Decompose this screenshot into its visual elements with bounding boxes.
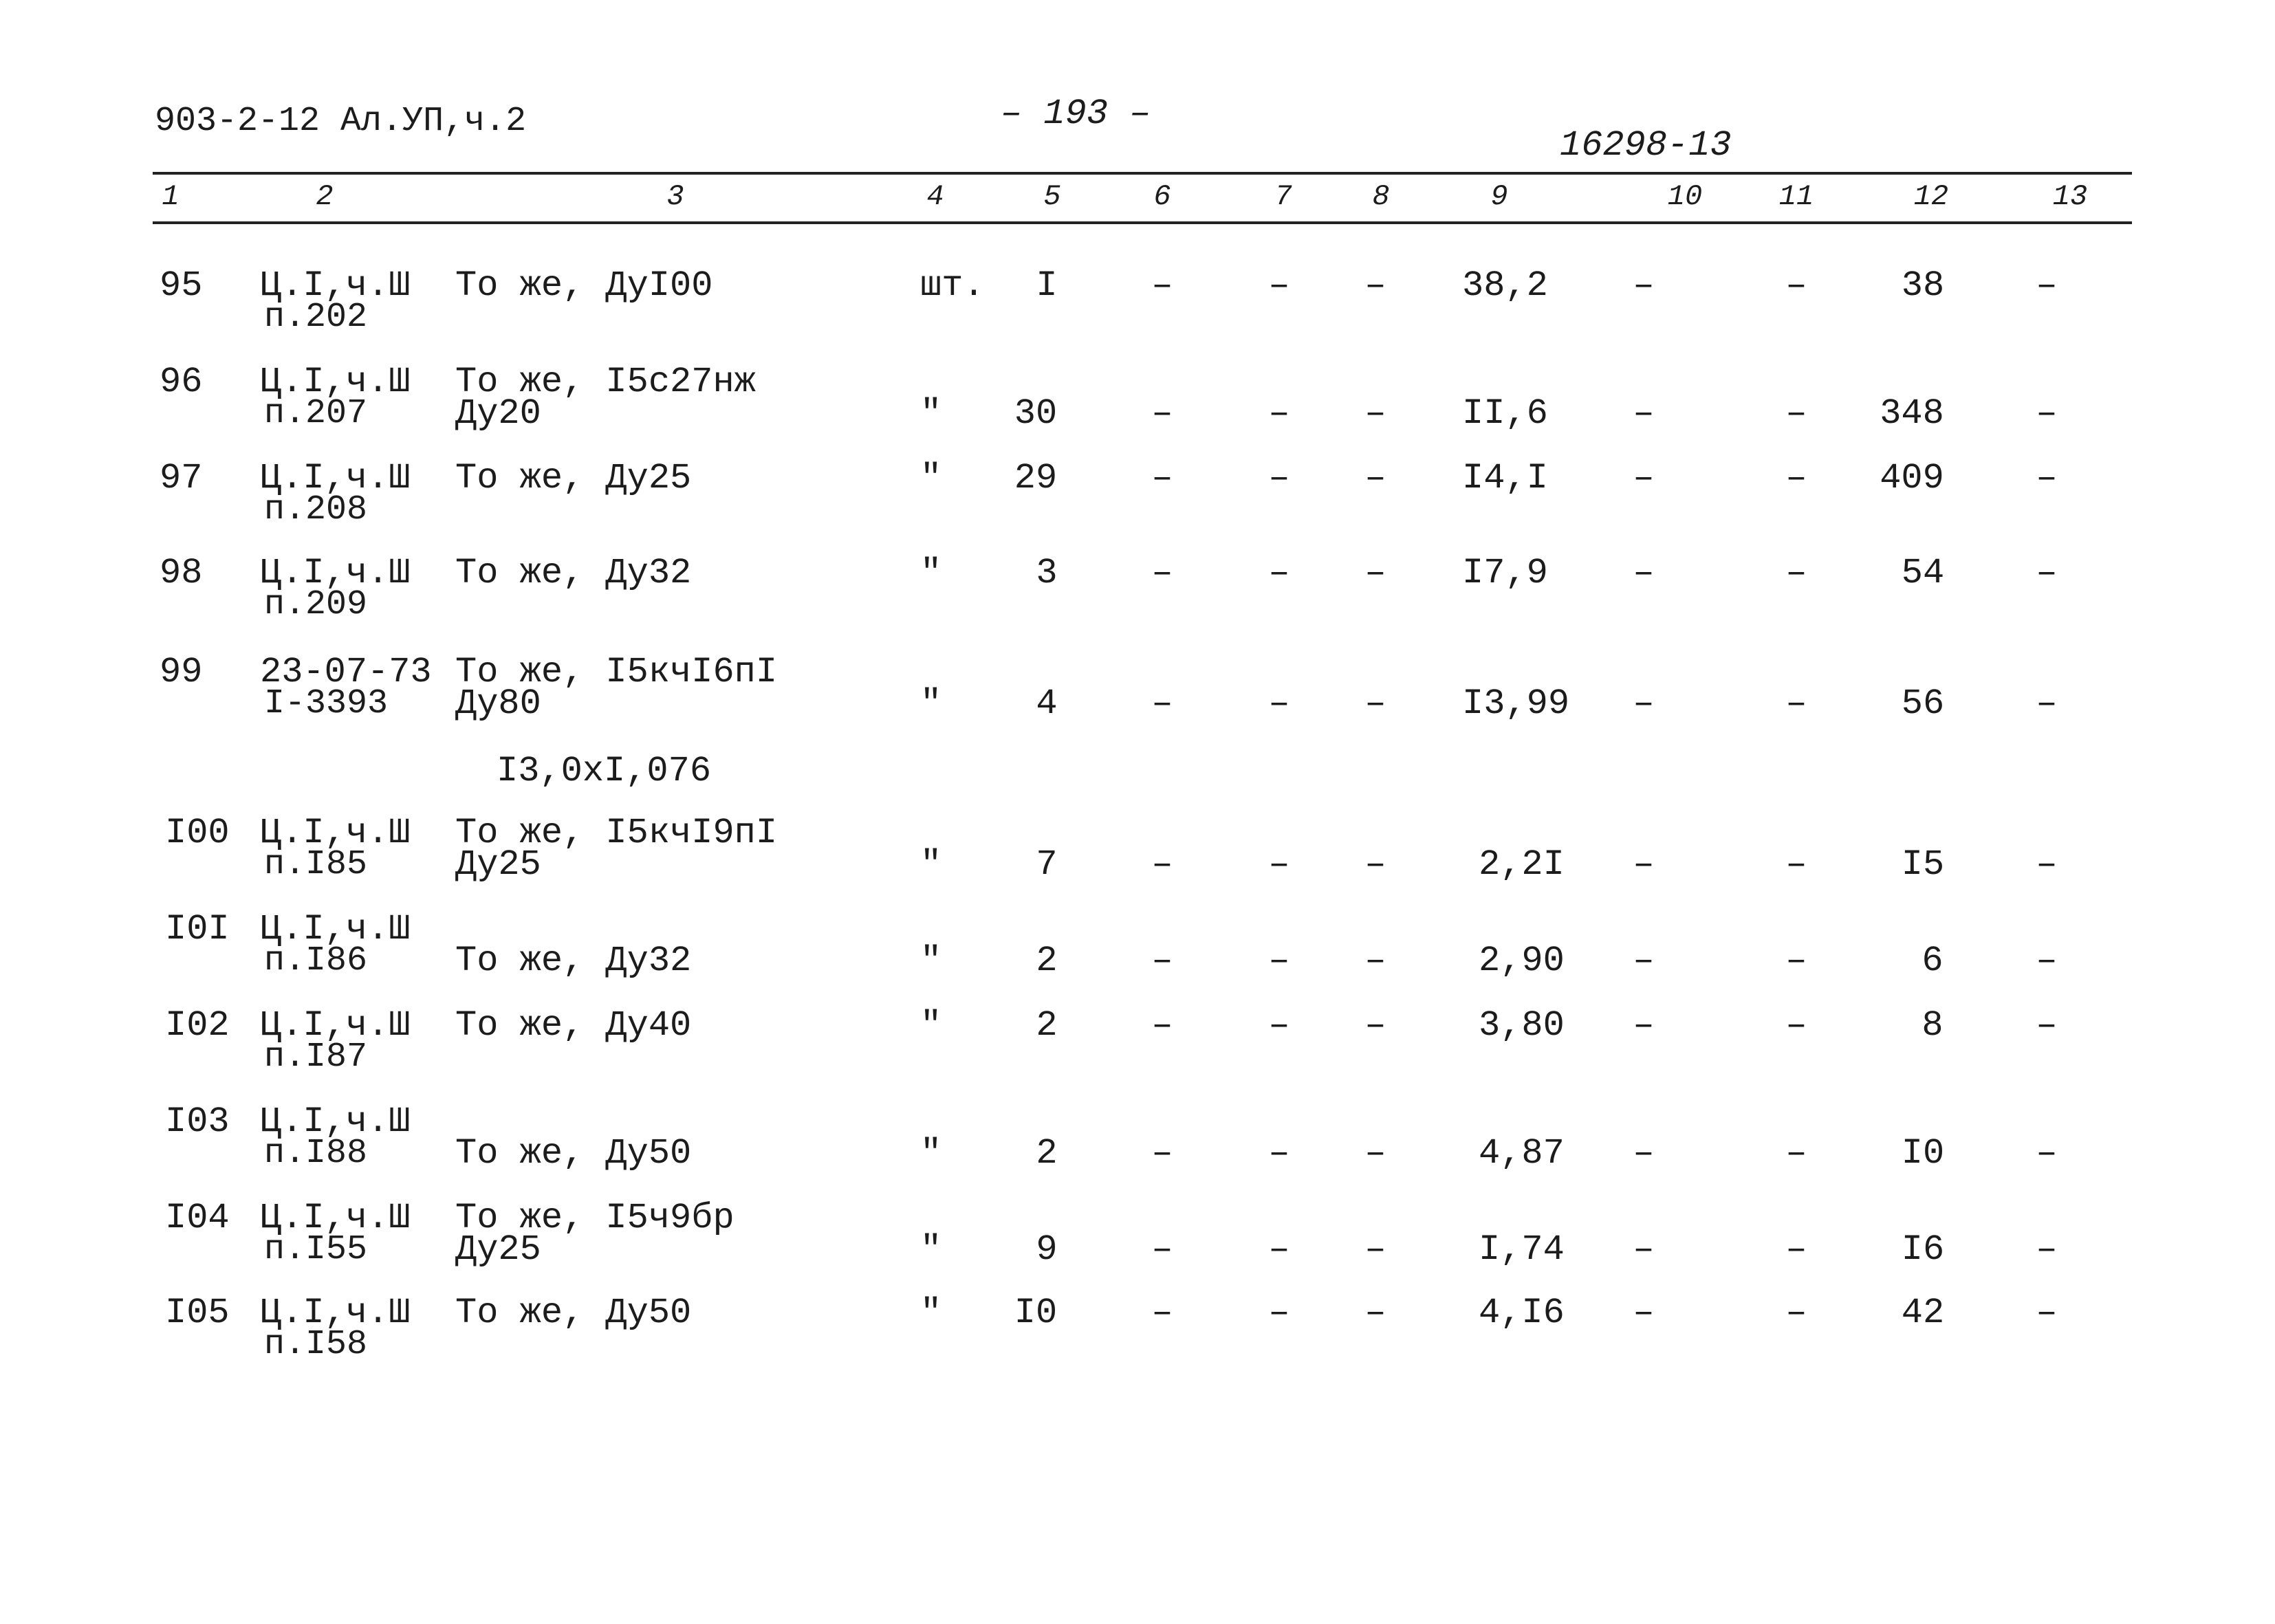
col-11: – bbox=[1785, 553, 1807, 593]
col-8: – bbox=[1364, 393, 1386, 434]
column-number-6: 6 bbox=[1153, 180, 1171, 213]
col-10: – bbox=[1633, 265, 1655, 306]
reference-1: Ц.I,ч.Ш bbox=[260, 1293, 411, 1333]
col-6: – bbox=[1151, 393, 1173, 434]
quantity: 3 bbox=[1036, 553, 1058, 593]
column-number-8: 8 bbox=[1372, 180, 1390, 213]
col-6: – bbox=[1151, 683, 1173, 724]
col-10: – bbox=[1633, 844, 1655, 885]
reference-2: п.209 bbox=[264, 585, 368, 624]
col-11: – bbox=[1785, 683, 1807, 724]
reference-2: п.208 bbox=[264, 490, 368, 529]
row-number: I00 bbox=[165, 813, 230, 853]
reference-2: п.I86 bbox=[264, 941, 368, 980]
item-name: То же, Ду50 bbox=[455, 1293, 692, 1333]
col-13: – bbox=[2036, 553, 2058, 593]
reference-1: Ц.I,ч.Ш bbox=[260, 458, 411, 498]
col-10: – bbox=[1633, 553, 1655, 593]
item-name: То же, I5ч9бр bbox=[455, 1198, 734, 1238]
col-8: – bbox=[1364, 1005, 1386, 1046]
reference-1: Ц.I,ч.Ш bbox=[260, 813, 411, 853]
col-6: – bbox=[1151, 265, 1173, 306]
item-name-2: То же, Ду50 bbox=[455, 1133, 692, 1174]
document-code: 903-2-12 Ал.УП,ч.2 bbox=[155, 102, 527, 141]
col-6: – bbox=[1151, 1229, 1173, 1270]
reference-2: п.207 bbox=[264, 394, 368, 433]
total: 409 bbox=[1880, 458, 1944, 498]
document-number: 16298-13 bbox=[1560, 125, 1732, 166]
col-7: – bbox=[1268, 683, 1290, 724]
item-name: То же, I5с27нж bbox=[455, 362, 756, 402]
reference-2: п.I85 bbox=[264, 845, 368, 884]
unit-price: 2,90 bbox=[1479, 941, 1565, 981]
item-name-2: Ду25 bbox=[455, 1229, 541, 1270]
row-number: I04 bbox=[165, 1198, 230, 1238]
header-top-rule bbox=[153, 172, 2132, 175]
col-7: – bbox=[1268, 458, 1290, 498]
total: 42 bbox=[1901, 1293, 1945, 1333]
item-name: То же, I5кчI9пI bbox=[455, 813, 778, 853]
quantity: 2 bbox=[1036, 941, 1058, 981]
col-8: – bbox=[1364, 265, 1386, 306]
quantity: I0 bbox=[1014, 1293, 1058, 1333]
row-number: I02 bbox=[165, 1005, 230, 1046]
item-name: То же, I5кчI6пI bbox=[455, 652, 778, 692]
row-number: 97 bbox=[160, 458, 203, 498]
item-name: То же, ДуI00 bbox=[455, 265, 713, 306]
col-11: – bbox=[1785, 393, 1807, 434]
unit: " bbox=[920, 393, 942, 434]
reference-2: п.202 bbox=[264, 298, 368, 337]
col-8: – bbox=[1364, 553, 1386, 593]
column-number-1: 1 bbox=[162, 180, 179, 213]
total: I6 bbox=[1901, 1229, 1945, 1270]
col-13: – bbox=[2036, 1229, 2058, 1270]
col-7: – bbox=[1268, 844, 1290, 885]
quantity: I bbox=[1036, 265, 1058, 306]
reference-1: Ц.I,ч.Ш bbox=[260, 1005, 411, 1046]
row-number: 99 bbox=[160, 652, 203, 692]
col-6: – bbox=[1151, 1133, 1173, 1174]
col-7: – bbox=[1268, 1133, 1290, 1174]
unit-price: 4,87 bbox=[1479, 1133, 1565, 1174]
reference-2: I-3393 bbox=[264, 684, 389, 723]
col-13: – bbox=[2036, 1293, 2058, 1333]
total: 54 bbox=[1901, 553, 1945, 593]
unit: " bbox=[920, 553, 942, 593]
item-name: То же, Ду40 bbox=[455, 1005, 692, 1046]
col-13: – bbox=[2036, 1005, 2058, 1046]
col-13: – bbox=[2036, 683, 2058, 724]
row-number: 95 bbox=[160, 265, 203, 306]
col-13: – bbox=[2036, 265, 2058, 306]
col-10: – bbox=[1633, 1293, 1655, 1333]
col-8: – bbox=[1364, 1133, 1386, 1174]
total: 56 bbox=[1901, 683, 1945, 724]
row-number: 96 bbox=[160, 362, 203, 402]
col-13: – bbox=[2036, 393, 2058, 434]
reference-2: п.I55 bbox=[264, 1230, 368, 1269]
unit: " bbox=[920, 844, 942, 885]
reference-1: Ц.I,ч.Ш bbox=[260, 265, 411, 306]
col-6: – bbox=[1151, 553, 1173, 593]
col-11: – bbox=[1785, 1005, 1807, 1046]
reference-2: п.I58 bbox=[264, 1325, 368, 1364]
quantity: 29 bbox=[1014, 458, 1058, 498]
col-13: – bbox=[2036, 844, 2058, 885]
unit: " bbox=[920, 683, 942, 724]
reference-1: Ц.I,ч.Ш bbox=[260, 1101, 411, 1142]
column-number-5: 5 bbox=[1043, 180, 1061, 213]
column-number-4: 4 bbox=[926, 180, 944, 213]
col-6: – bbox=[1151, 1005, 1173, 1046]
column-number-11: 11 bbox=[1778, 180, 1814, 213]
calculation-note: I3,0xI,076 bbox=[497, 751, 712, 791]
unit-price: I7,9 bbox=[1462, 553, 1548, 593]
col-11: – bbox=[1785, 265, 1807, 306]
col-10: – bbox=[1633, 1133, 1655, 1174]
quantity: 2 bbox=[1036, 1133, 1058, 1174]
column-number-10: 10 bbox=[1667, 180, 1703, 213]
col-6: – bbox=[1151, 1293, 1173, 1333]
column-number-7: 7 bbox=[1274, 180, 1292, 213]
col-10: – bbox=[1633, 458, 1655, 498]
quantity: 7 bbox=[1036, 844, 1058, 885]
col-10: – bbox=[1633, 683, 1655, 724]
item-name-2: То же, Ду32 bbox=[455, 941, 692, 981]
unit-price: 3,80 bbox=[1479, 1005, 1565, 1046]
unit: " bbox=[920, 1005, 942, 1046]
item-name-2: Ду25 bbox=[455, 844, 541, 885]
unit-price: I3,99 bbox=[1462, 683, 1570, 724]
col-7: – bbox=[1268, 1293, 1290, 1333]
col-11: – bbox=[1785, 941, 1807, 981]
column-number-9: 9 bbox=[1490, 180, 1508, 213]
col-13: – bbox=[2036, 458, 2058, 498]
col-6: – bbox=[1151, 458, 1173, 498]
reference-1: Ц.I,ч.Ш bbox=[260, 553, 411, 593]
col-11: – bbox=[1785, 458, 1807, 498]
quantity: 4 bbox=[1036, 683, 1058, 724]
col-7: – bbox=[1268, 1229, 1290, 1270]
unit-price: II,6 bbox=[1462, 393, 1548, 434]
col-10: – bbox=[1633, 941, 1655, 981]
col-11: – bbox=[1785, 1293, 1807, 1333]
quantity: 30 bbox=[1014, 393, 1058, 434]
item-name-2: Ду80 bbox=[455, 683, 541, 724]
item-name: То же, Ду25 bbox=[455, 458, 692, 498]
col-7: – bbox=[1268, 265, 1290, 306]
col-11: – bbox=[1785, 1133, 1807, 1174]
col-13: – bbox=[2036, 1133, 2058, 1174]
total: 8 bbox=[1922, 1005, 1944, 1046]
col-8: – bbox=[1364, 844, 1386, 885]
header-bottom-rule bbox=[153, 221, 2132, 224]
unit-price: 2,2I bbox=[1479, 844, 1565, 885]
column-number-12: 12 bbox=[1913, 180, 1949, 213]
reference-1: 23-07-73 bbox=[260, 652, 432, 692]
reference-1: Ц.I,ч.Ш bbox=[260, 909, 411, 950]
quantity: 2 bbox=[1036, 1005, 1058, 1046]
col-8: – bbox=[1364, 458, 1386, 498]
col-10: – bbox=[1633, 393, 1655, 434]
unit-price: 4,I6 bbox=[1479, 1293, 1565, 1333]
col-7: – bbox=[1268, 1005, 1290, 1046]
column-number-13: 13 bbox=[2052, 180, 2088, 213]
reference-2: п.I87 bbox=[264, 1038, 368, 1077]
col-7: – bbox=[1268, 553, 1290, 593]
total: 38 bbox=[1901, 265, 1945, 306]
column-number-3: 3 bbox=[666, 180, 684, 213]
unit: " bbox=[920, 1229, 942, 1270]
page-number: – 193 – bbox=[1001, 94, 1151, 134]
row-number: I05 bbox=[165, 1293, 230, 1333]
unit: шт. bbox=[920, 265, 985, 306]
total: I0 bbox=[1901, 1133, 1945, 1174]
item-name-2: Ду20 bbox=[455, 393, 541, 434]
col-7: – bbox=[1268, 393, 1290, 434]
col-10: – bbox=[1633, 1005, 1655, 1046]
col-8: – bbox=[1364, 1229, 1386, 1270]
unit: " bbox=[920, 941, 942, 981]
col-13: – bbox=[2036, 941, 2058, 981]
total: 6 bbox=[1922, 941, 1944, 981]
unit-price: 38,2 bbox=[1462, 265, 1548, 306]
quantity: 9 bbox=[1036, 1229, 1058, 1270]
unit: " bbox=[920, 1293, 942, 1333]
col-6: – bbox=[1151, 941, 1173, 981]
unit-price: I,74 bbox=[1479, 1229, 1565, 1270]
total: 348 bbox=[1880, 393, 1944, 434]
col-8: – bbox=[1364, 1293, 1386, 1333]
row-number: I0I bbox=[165, 909, 230, 950]
unit: " bbox=[920, 458, 942, 498]
row-number: 98 bbox=[160, 553, 203, 593]
item-name: То же, Ду32 bbox=[455, 553, 692, 593]
reference-1: Ц.I,ч.Ш bbox=[260, 1198, 411, 1238]
col-6: – bbox=[1151, 844, 1173, 885]
total: I5 bbox=[1901, 844, 1945, 885]
unit-price: I4,I bbox=[1462, 458, 1548, 498]
reference-1: Ц.I,ч.Ш bbox=[260, 362, 411, 402]
col-8: – bbox=[1364, 683, 1386, 724]
col-10: – bbox=[1633, 1229, 1655, 1270]
col-11: – bbox=[1785, 844, 1807, 885]
col-7: – bbox=[1268, 941, 1290, 981]
column-number-2: 2 bbox=[316, 180, 334, 213]
col-8: – bbox=[1364, 941, 1386, 981]
col-11: – bbox=[1785, 1229, 1807, 1270]
row-number: I03 bbox=[165, 1101, 230, 1142]
reference-2: п.I88 bbox=[264, 1134, 368, 1173]
unit: " bbox=[920, 1133, 942, 1174]
